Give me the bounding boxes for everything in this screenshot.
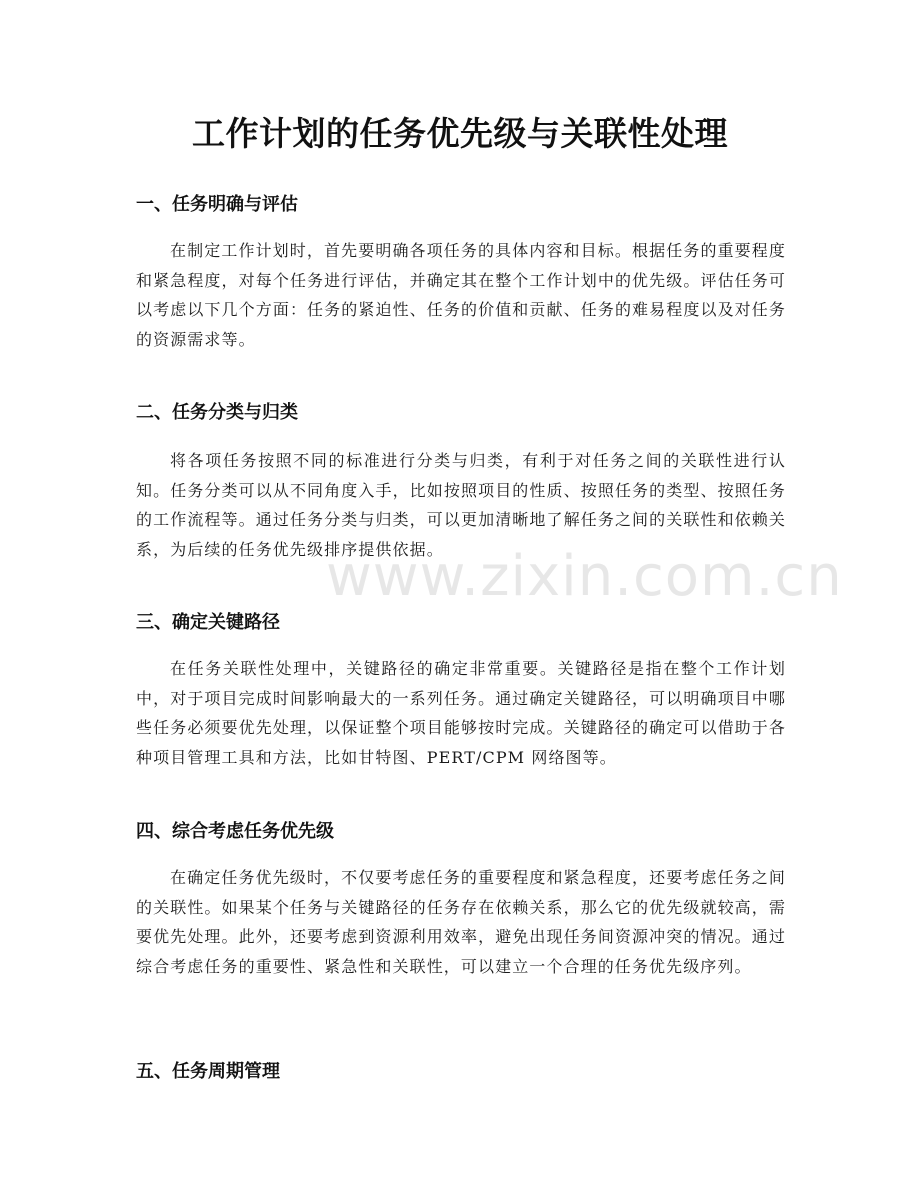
section-paragraph-4: 在确定任务优先级时，不仅要考虑任务的重要程度和紧急程度，还要考虑任务之间的关联性。如果某个任务与关键路径的任务存在依赖关系，那么它的优先级就较高，需要优先处理。此外，还要考虑到资源利用效率，避免出现任务间资源冲突的情况。通过综合考虑任务的重要性、紧急性和关联性，可以建立一个合理的任务优先级序列。: [136, 868, 786, 976]
section-paragraph-1: 在制定工作计划时，首先要明确各项任务的具体内容和目标。根据任务的重要程度和紧急程度，对每个任务进行评估，并确定其在整个工作计划中的优先级。评估任务可以考虑以下几个方面：任务的紧迫性、任务的价值和贡献、任务的难易程度以及对任务的资源需求等。: [136, 241, 786, 349]
document-title: 工作计划的任务优先级与关联性处理: [192, 114, 728, 153]
section-heading-5: 五、任务周期管理: [136, 1061, 280, 1082]
section-paragraph-3: 在任务关联性处理中，关键路径的确定非常重要。关键路径是指在整个工作计划中，对于项目完成时间影响最大的一系列任务。通过确定关键路径，可以明确项目中哪些任务必须要优先处理，以保证整个项目能够按时完成。关键路径的确定可以借助于各种项目管理工具和方法，比如甘特图、PERT/CPM 网络图等。: [136, 659, 786, 767]
section-heading-4: 四、综合考虑任务优先级: [136, 821, 334, 842]
section-heading-2: 二、任务分类与归类: [136, 402, 298, 423]
section-heading-3: 三、确定关键路径: [136, 612, 280, 633]
watermark-text: www.zixin.com.cn: [326, 544, 843, 609]
section-paragraph-2: 将各项任务按照不同的标准进行分类与归类，有利于对任务之间的关联性进行认知。任务分类可以从不同角度入手，比如按照项目的性质、按照任务的类型、按照任务的工作流程等。通过任务分类与归类，可以更加清晰地了解任务之间的关联性和依赖关系，为后续的任务优先级排序提供依据。: [136, 451, 786, 559]
section-heading-1: 一、任务明确与评估: [136, 194, 298, 215]
